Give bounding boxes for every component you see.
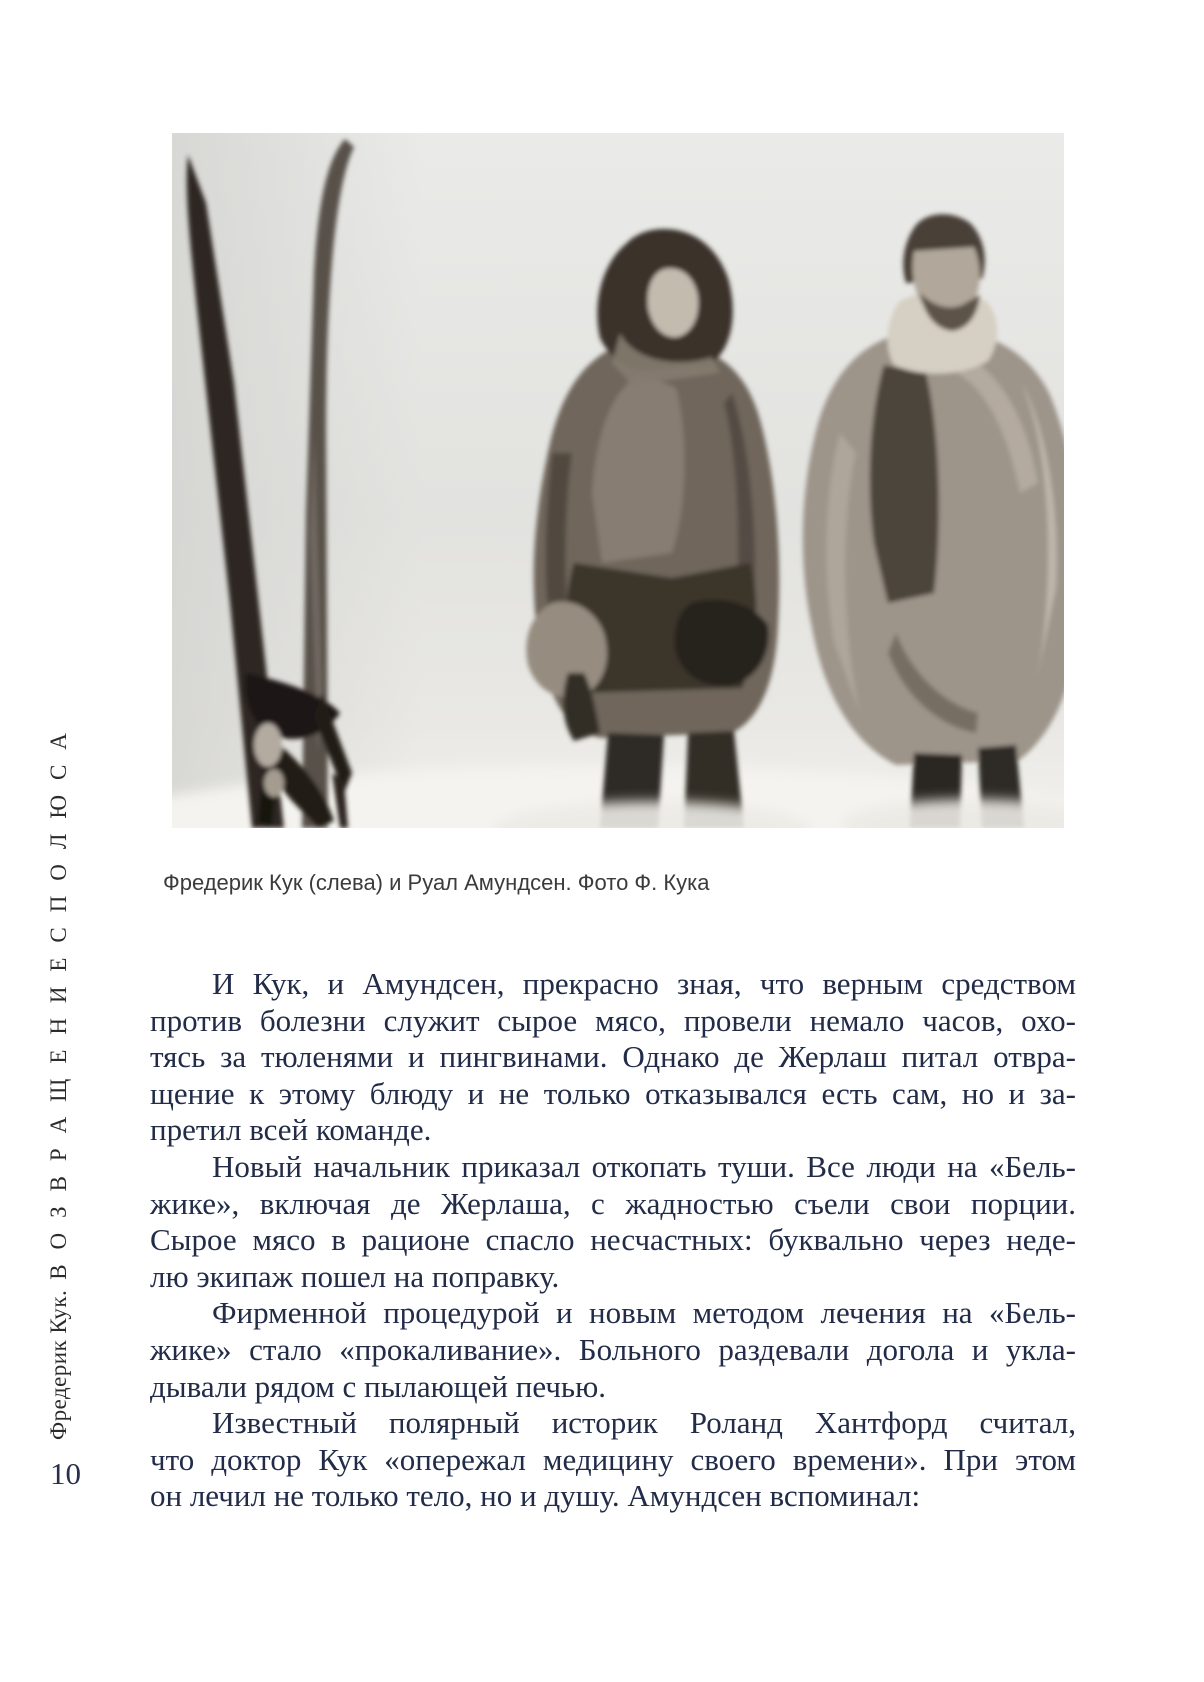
photo-figure bbox=[172, 133, 1064, 828]
photo-cook-amundsen-illustration bbox=[172, 133, 1064, 828]
body-text bbox=[150, 966, 1076, 1515]
page-number: 10 bbox=[50, 1456, 81, 1491]
text-line: претил всей команде. bbox=[150, 1112, 432, 1148]
text-line: что доктор Кук «опережал медицину своего времени». При этом bbox=[150, 1441, 1076, 1477]
text-line: против болезни служит сырое мясо, провели немало часов, охо- bbox=[150, 1002, 1076, 1038]
spine-book-title: В О З В Р А Щ Е Н И Е С П О Л Ю С А bbox=[46, 728, 71, 1280]
text-line: Фирменной процедурой и новым методом лечения на «Бель- bbox=[212, 1295, 1076, 1331]
text-line: он лечил не только тело, но и душу. Амундсен вспоминал: bbox=[150, 1478, 921, 1514]
text-line: Сырое мясо в рационе спасло несчастных: буквально через неде- bbox=[150, 1222, 1076, 1258]
text-line: лю экипаж пошел на поправку. bbox=[150, 1258, 560, 1294]
spine-author: Фредерик Кук. bbox=[46, 1289, 71, 1440]
text-line: Известный полярный историк Роланд Хантфорд считал, bbox=[212, 1405, 1076, 1441]
text-line: И Кук, и Амундсен, прекрасно зная, что верным средством bbox=[212, 966, 1076, 1001]
text-line: жике» стало «прокаливание». Больного раздевали догола и укла- bbox=[150, 1331, 1076, 1367]
text-line: жике», включая де Жерлаша, с жадностью съели свои порции. bbox=[150, 1185, 1076, 1221]
text-line: дывали рядом с пылающей печью. bbox=[150, 1368, 606, 1404]
photo-caption: Фредерик Кук (слева) и Руал Амундсен. Фото Ф. Кука bbox=[163, 870, 710, 895]
text-line: Новый начальник приказал откопать туши. Все люди на «Бель- bbox=[212, 1148, 1076, 1184]
text-line: тясь за тюленями и пингвинами. Однако де Жерлаш питал отвра- bbox=[150, 1039, 1076, 1075]
spine-title bbox=[46, 729, 72, 1441]
text-line: щение к этому блюду и не только отказывался есть сам, но и за- bbox=[150, 1075, 1076, 1111]
